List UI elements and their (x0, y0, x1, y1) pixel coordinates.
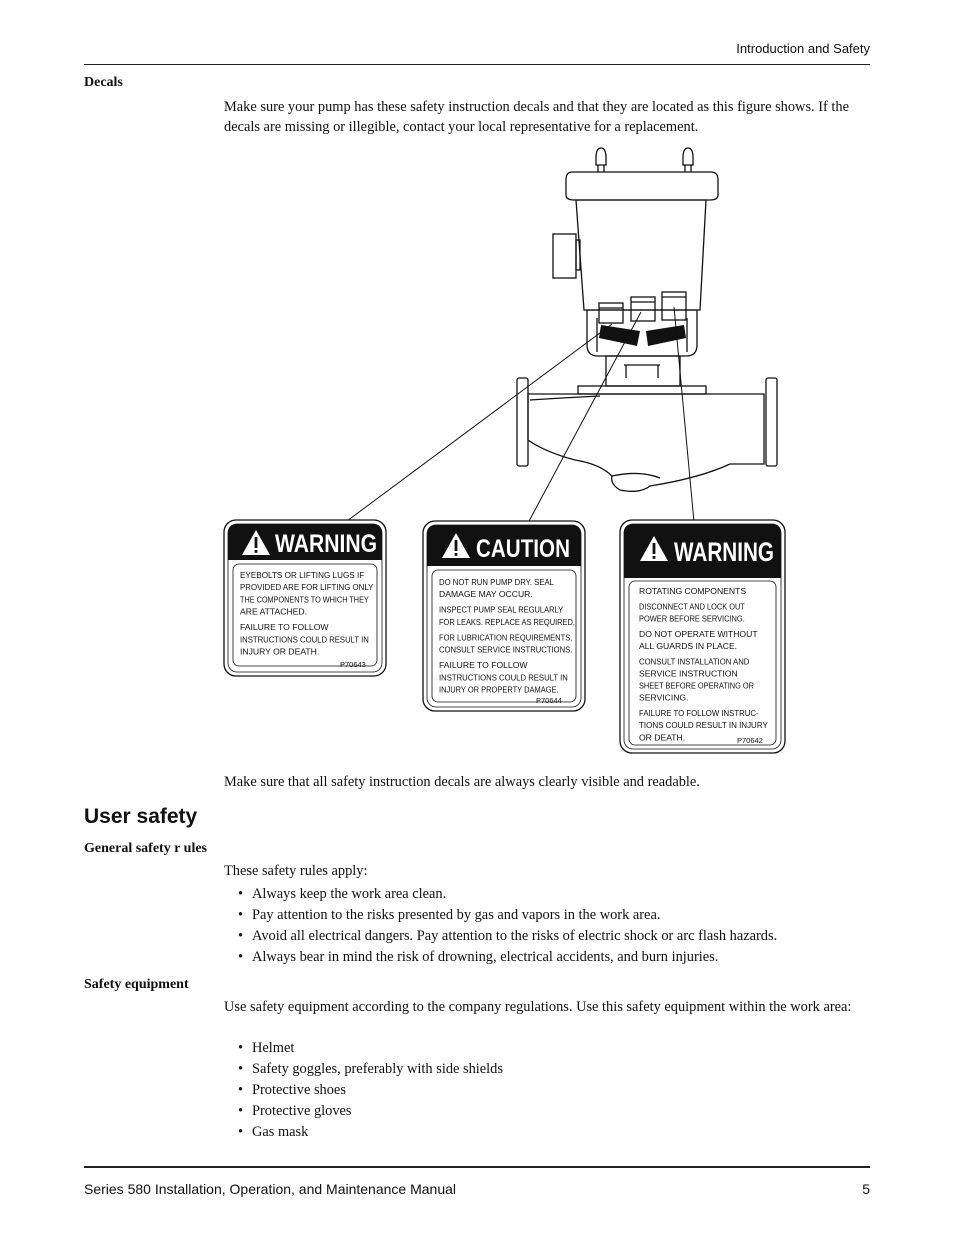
decal-text-line: POWER BEFORE SERVICING. (639, 613, 745, 624)
decal-text-line: FAILURE TO FOLLOW (240, 622, 329, 633)
decal-text-line: DO NOT OPERATE WITHOUT (639, 628, 758, 639)
decal-text-line: TIONS COULD RESULT IN INJURY (639, 720, 769, 731)
pump-casing (528, 394, 764, 491)
running-header: Introduction and Safety (736, 41, 870, 56)
list-item: • Helmet (238, 1040, 295, 1056)
inlet-flange (517, 378, 528, 466)
user-safety-heading: User safety (84, 805, 198, 828)
caution-decal-p70644 (423, 521, 585, 711)
general-safety-list (238, 884, 777, 968)
general-safety-rules-heading: General safety r ules (84, 841, 207, 856)
pump-decal-figure (220, 140, 800, 760)
motor-cap (566, 172, 718, 200)
decal-text-line: INSTRUCTIONS COULD RESULT IN (439, 672, 568, 683)
leader-line-3 (674, 307, 694, 522)
motor-decal-3 (662, 292, 686, 320)
decal-text-line: SERVICING. (639, 692, 689, 703)
safety-equipment-heading: Safety equipment (84, 977, 189, 992)
decal-2-code: P70644 (536, 696, 562, 705)
outlet-flange (766, 378, 777, 466)
decals-intro: Make sure your pump has these safety instruction decals and that they are located as this figure shows. If the decals are missing or illegible, contact your local representative for a replacement. (224, 99, 850, 135)
leader-line-1 (347, 324, 612, 521)
page-number: 5 (862, 1181, 870, 1197)
seal-decal-right (646, 325, 686, 346)
decal-3-type: WARNING (674, 537, 774, 567)
decal-1-code: P70643 (340, 660, 366, 669)
decal-text-line: FAILURE TO FOLLOW (439, 660, 528, 671)
warning-decal-p70643 (224, 520, 386, 676)
decal-text-line: THE COMPONENTS TO WHICH THEY (240, 594, 370, 605)
decal-text-line: DO NOT RUN PUMP DRY. SEAL (439, 577, 555, 587)
decal-text-line: ARE ATTACHED. (240, 606, 308, 617)
list-item: • Always keep the work area clean. (238, 886, 447, 902)
junction-box (553, 234, 576, 278)
safety-equipment-intro: Use safety equipment according to the company regulations. Use this safety equipment within the work area: (224, 999, 852, 1015)
decal-text-line: ROTATING COMPONENTS (639, 586, 747, 596)
general-safety-intro: These safety rules apply: (224, 863, 368, 879)
decal-text-line: SHEET BEFORE OPERATING OR (639, 680, 754, 691)
decal-text-line: OR DEATH. (639, 732, 686, 743)
decals-heading: Decals (84, 75, 123, 90)
list-item: • Pay attention to the risks presented by gas and vapors in the work area. (238, 907, 661, 923)
motor-decal-2 (631, 297, 655, 321)
list-item: • Protective gloves (238, 1103, 352, 1119)
footer-rule (84, 1166, 870, 1168)
decal-text-line: FOR LEAKS. REPLACE AS REQUIRED. (439, 616, 575, 627)
safety-equipment-list (238, 1038, 503, 1143)
seal-decal-left (599, 325, 640, 346)
decal-text-line: FAILURE TO FOLLOW INSTRUC- (639, 708, 759, 719)
decal-text-line: DISCONNECT AND LOCK OUT (639, 601, 746, 612)
decal-3-code: P70642 (737, 736, 763, 745)
decal-text-line: CONSULT INSTALLATION AND (639, 656, 750, 667)
decal-text-line: EYEBOLTS OR LIFTING LUGS IF (240, 570, 365, 580)
decal-text-line: PROVIDED ARE FOR LIFTING ONLY (240, 582, 374, 593)
list-item: • Always bear in mind the risk of drowning, electrical accidents, and burn injuries. (238, 949, 719, 965)
decal-text-line: DAMAGE MAY OCCUR. (439, 589, 533, 600)
list-item: • Avoid all electrical dangers. Pay attention to the risks of electric shock or arc flash hazards. (238, 928, 778, 944)
decal-text-line: INJURY OR DEATH. (240, 646, 320, 657)
decal-text-line: SERVICE INSTRUCTION (639, 668, 738, 679)
decal-text-line: FOR LUBRICATION REQUIREMENTS, (439, 632, 573, 643)
decal-text-line: ALL GUARDS IN PLACE. (639, 641, 738, 651)
list-item: • Gas mask (238, 1124, 309, 1140)
footer-manual-title: Series 580 Installation, Operation, and Maintenance Manual (84, 1181, 457, 1197)
decal-text-line: INJURY OR PROPERTY DAMAGE. (439, 684, 559, 695)
decal-1-type: WARNING (275, 530, 377, 558)
list-item: • Safety goggles, preferably with side shields (238, 1061, 503, 1077)
coupling (606, 356, 680, 386)
motor-decal-1 (599, 303, 623, 323)
eyebolt-left (596, 148, 606, 172)
warning-decal-p70642 (620, 520, 785, 753)
decal-text-line: INSPECT PUMP SEAL REGULARLY (439, 604, 564, 615)
decal-text-line: INSTRUCTIONS COULD RESULT IN (240, 634, 369, 645)
list-item: • Protective shoes (238, 1082, 346, 1098)
decal-2-type: CAUTION (476, 535, 570, 563)
header-rule (84, 64, 870, 65)
eyebolt-right (683, 148, 693, 172)
decal-text-line: CONSULT SERVICE INSTRUCTIONS. (439, 644, 573, 655)
decals-visibility-note: Make sure that all safety instruction decals are always clearly visible and readable. (224, 774, 700, 790)
